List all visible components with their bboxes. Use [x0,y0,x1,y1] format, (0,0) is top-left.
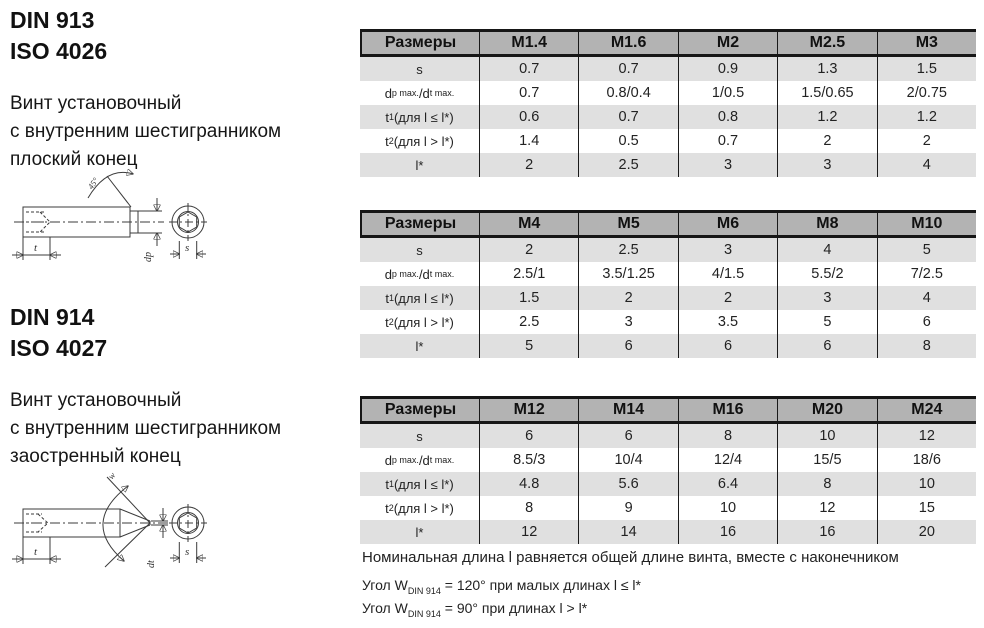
header-cell-size: M5 [579,213,678,235]
text-segment: t [385,133,389,149]
value-cell: 7/2.5 [910,266,943,282]
text-segment: /d [418,85,430,101]
value-cell: 3.5 [679,310,778,334]
value-cell: 6.4 [679,472,778,496]
s-dimension [170,241,206,259]
s-dimension-label: s [185,546,190,558]
value-cell: 0.7 [480,81,579,105]
table-header-row [360,210,976,238]
value-cell: 2/0.75 [906,85,947,101]
value-cell: 2 [679,286,778,310]
text-segment: Номинальная длина l равняется общей длине винта, вместе с наконечником [362,549,899,566]
description-din914 [10,387,281,471]
value-cell: 3.5/1.25 [579,262,678,286]
text-segment: s [416,61,423,77]
value-cell: 4 [922,157,931,173]
value-cell: 3 [679,238,778,262]
row-label-cell: t 1 (для l ≤ l*) [360,472,480,496]
table-row [360,286,976,310]
text-segment: t [385,500,389,516]
header-cell-size: M14 [579,399,678,421]
row-label-cell: t 2 (для l > l*) [360,496,480,520]
table-row [360,129,976,153]
value-cell: 9 [579,496,678,520]
side-view [12,470,168,568]
dp-dimension-label: dp [143,252,154,262]
table-row [360,496,976,520]
value-cell: 1.5/0.65 [778,81,877,105]
row-label-cell: d p max. /d t max. [360,448,480,472]
text-segment: (для l > l*) [393,133,454,149]
text-segment: (для l ≤ l*) [393,109,454,125]
value-cell: 1.5 [916,61,937,77]
note-angle-120 [362,577,641,596]
drawing-cone-point-set-screw [10,464,254,580]
value-cell: 4 [922,290,931,306]
text-segment: d [384,452,392,468]
t-dimension-label: t [34,242,38,254]
table-row [360,262,976,286]
s-dimension-label: s [185,242,190,254]
text-segment: l* [415,338,424,354]
value-cell: 1.2 [916,109,937,125]
note-nominal-length [362,549,899,566]
text-segment: t [385,109,389,125]
value-cell: 0.8/0.4 [579,81,678,105]
text-segment: (для l ≤ l*) [393,290,454,306]
text-segment: s [416,242,423,258]
description-line: заостренный конец [10,446,181,467]
table-row [360,153,976,177]
value-cell: 6 [480,424,579,448]
text-segment: (для l ≤ l*) [393,476,454,492]
description-line: Винт установочный [10,390,182,411]
text-segment: t [385,476,389,492]
t-dimension [12,537,61,564]
row-label-cell: d p max. /d t max. [360,262,480,286]
header-cell-size: M20 [778,399,877,421]
text-segment: /d [418,266,430,282]
end-view [169,203,207,259]
description-line: Винт установочный [10,93,182,114]
value-cell: 6 [579,424,678,448]
end-view [169,504,207,563]
header-cell-size: M1.4 [480,32,579,54]
value-cell: 10 [679,496,778,520]
value-cell: 20 [918,524,935,540]
value-cell: 14 [579,520,678,544]
value-cell: 18/6 [912,452,941,468]
header-cell-size: M6 [679,213,778,235]
value-cell: 10 [778,424,877,448]
row-label-cell: t 1 (для l ≤ l*) [360,286,480,310]
value-cell: 1.5 [480,286,579,310]
standard-line: DIN 913 [10,7,95,33]
value-cell: 3 [579,310,678,334]
value-cell: 4.8 [480,472,579,496]
row-label-cell [360,520,480,544]
side-view [12,172,164,262]
dimension-table-m12-to-m24 [360,396,976,544]
standard-line: ISO 4026 [10,38,108,64]
value-cell: 5 [778,310,877,334]
header-cell-size: M4 [480,213,579,235]
t-dimension-label: t [34,546,38,558]
value-cell: 16 [679,520,778,544]
row-label-cell: t 2 (для l > l*) [360,129,480,153]
standard-heading-din914 [10,302,107,364]
header-cell-sizes: Размеры [360,213,480,235]
value-cell: 4/1.5 [679,262,778,286]
row-label-cell [360,57,480,81]
description-line: плоский конец [10,149,138,170]
value-cell: 12 [918,428,935,444]
value-cell: 6 [679,334,778,358]
value-cell: 2.5/1 [480,262,579,286]
row-label-cell [360,153,480,177]
table-row [360,334,976,358]
row-label-cell [360,424,480,448]
table-header-row [360,396,976,424]
description-line: с внутренним шестигранником [10,121,282,142]
text-segment: l* [415,157,424,173]
value-cell: 3 [778,286,877,310]
text-segment: t [385,314,389,330]
header-cell-size: M16 [679,399,778,421]
header-cell-size: M3 [915,34,938,51]
value-cell: 8 [922,338,931,354]
value-cell: 0.7 [579,105,678,129]
value-cell: 15/5 [778,448,877,472]
text-segment: (для l > l*) [393,314,454,330]
row-label-cell: d p max. /d t max. [360,81,480,105]
text-segment: d [384,266,392,282]
value-cell: 2 [579,286,678,310]
text-segment: Угол W [362,600,408,616]
value-cell: 0.7 [480,57,579,81]
value-cell: 8 [679,424,778,448]
value-cell: 3 [679,153,778,177]
table-header-row [360,29,976,57]
value-cell: 0.8 [679,105,778,129]
value-cell: 2 [922,133,931,149]
table-row [360,57,976,81]
value-cell: 6 [579,334,678,358]
dp-dimension [138,198,162,262]
text-segment: (для l > l*) [393,500,454,516]
text-segment: Угол W [362,577,408,593]
text-segment: l* [415,524,424,540]
table-row [360,472,976,496]
value-cell: 12/4 [679,448,778,472]
value-cell: 2.5 [579,238,678,262]
dt-dimension [146,508,168,568]
value-cell: 2.5 [579,153,678,177]
cone-angle-label: w [105,470,118,482]
header-cell-sizes: Размеры [360,32,480,54]
value-cell: 16 [778,520,877,544]
value-cell: 2 [480,153,579,177]
row-label-cell [360,238,480,262]
value-cell: 15 [918,500,935,516]
row-label-cell: t 2 (для l > l*) [360,310,480,334]
drawing-flat-point-set-screw [10,162,254,274]
table-row [360,310,976,334]
header-cell-size: M2 [679,32,778,54]
note-angle-90 [362,600,588,619]
header-cell-size: M10 [911,215,943,232]
header-cell-sizes: Размеры [360,399,480,421]
text-segment: d [384,85,392,101]
text-segment: /d [418,452,430,468]
header-cell-size: M12 [480,399,579,421]
standard-line: DIN 914 [10,304,95,330]
value-cell: 0.9 [679,57,778,81]
value-cell: 8 [778,472,877,496]
header-cell-size: M2.5 [778,32,877,54]
value-cell: 0.5 [579,129,678,153]
value-cell: 8.5/3 [480,448,579,472]
table-row [360,520,976,544]
chamfer-angle-annotation [85,172,133,207]
subscript: DIN 914 [407,608,441,619]
value-cell: 6 [922,314,931,330]
dimension-table-m1-4-to-m3 [360,29,976,177]
value-cell: 0.7 [579,57,678,81]
s-dimension [170,542,206,563]
value-cell: 1.2 [778,105,877,129]
value-cell: 8 [480,496,579,520]
dimension-table-m4-to-m10 [360,210,976,358]
value-cell: 2 [480,238,579,262]
value-cell: 2 [778,129,877,153]
value-cell: 6 [778,334,877,358]
value-cell: 3 [778,153,877,177]
table-row [360,238,976,262]
table-row [360,424,976,448]
header-cell-size: M1.6 [579,32,678,54]
text-segment: t [385,290,389,306]
value-cell: 0.7 [679,129,778,153]
chamfer-angle-label: 45° [85,175,101,192]
dt-dimension-label: dt [146,560,157,568]
subscript: DIN 914 [407,585,441,596]
text-segment: = 120° при малых длинах l ≤ l* [440,577,641,593]
description-line: с внутренним шестигранником [10,418,282,439]
text-segment: = 90° при длинах l > l* [440,600,588,616]
value-cell: 4 [778,238,877,262]
value-cell: 2.5 [480,310,579,334]
value-cell: 0.6 [480,105,579,129]
value-cell: 5 [922,242,931,258]
table-row [360,448,976,472]
value-cell: 12 [480,520,579,544]
header-cell-size: M8 [778,213,877,235]
value-cell: 1/0.5 [679,81,778,105]
text-segment: s [416,428,423,444]
header-cell-size: M24 [911,401,943,418]
table-row [360,105,976,129]
value-cell: 10/4 [579,448,678,472]
value-cell: 5.6 [579,472,678,496]
hex-socket-hidden-lines [26,514,48,532]
value-cell: 5.5/2 [778,262,877,286]
value-cell: 1.4 [480,129,579,153]
value-cell: 1.3 [778,57,877,81]
row-label-cell [360,334,480,358]
standard-heading-din913 [10,5,107,67]
standard-line: ISO 4027 [10,335,108,361]
value-cell: 5 [480,334,579,358]
table-row [360,81,976,105]
value-cell: 10 [918,476,935,492]
value-cell: 12 [778,496,877,520]
row-label-cell: t 1 (для l ≤ l*) [360,105,480,129]
t-dimension [12,237,61,260]
